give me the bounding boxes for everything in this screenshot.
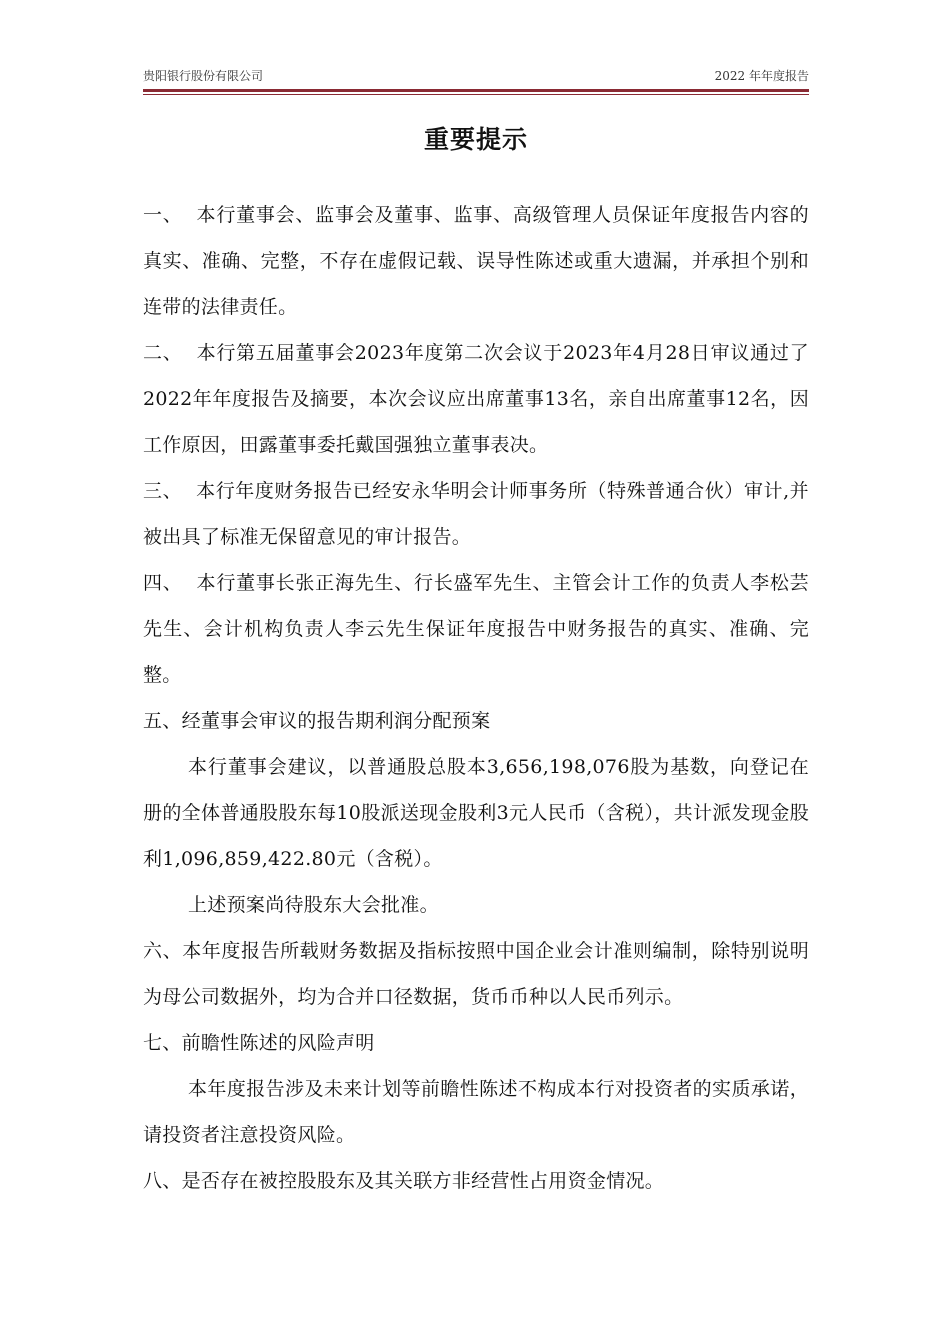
document-body	[143, 192, 809, 1204]
risk-statement-text: 本年度报告涉及未来计划等前瞻性陈述不构成本行对投资者的实质承诺，请投资者注意投资风险。	[143, 1078, 809, 1146]
page-title: 重要提示	[423, 125, 528, 154]
paragraph-4-text: 本行董事长张正海先生、行长盛军先生、主管会计工作的负责人李松芸先生、会计机构负责人李云先生保证年度报告中财务报告的真实、准确、完整。	[143, 572, 809, 686]
paragraph-4	[143, 560, 809, 698]
paragraph-3-text: 本行年度财务报告已经安永华明会计师事务所（特殊普通合伙）审计,并被出具了标准无保留意见的审计报告。	[143, 480, 809, 548]
paragraph-1-number: 一、	[143, 204, 183, 226]
paragraph-3-number: 三、	[143, 480, 183, 502]
paragraph-2-text: 本行第五届董事会2023年度第二次会议于2023年4月28日审议通过了2022年年度报告及摘要，本次会议应出席董事13名，亲自出席董事12名，因工作原因，田露董事委托戴国强独立董事表决。	[143, 342, 809, 456]
section-heading-7: 七、前瞻性陈述的风险声明	[143, 1032, 375, 1054]
paragraph-3	[143, 468, 809, 560]
paragraph-2	[143, 330, 809, 468]
header-rule-thin	[143, 94, 809, 95]
dividend-proposal-text: 本行董事会建议，以普通股总股本3,656,198,076股为基数，向登记在册的全体普通股股东每10股派送现金股利3元人民币（含税），共计派发现金股利1,096,859,422.80元（含税）。	[143, 756, 809, 870]
header-rule-thick	[143, 89, 809, 92]
paragraph-8: 八、是否存在被控股股东及其关联方非经营性占用资金情况。	[143, 1170, 665, 1192]
page-header	[143, 66, 809, 86]
paragraph-1	[143, 192, 809, 330]
paragraph-1-text: 本行董事会、监事会及董事、监事、高级管理人员保证年度报告内容的真实、准确、完整，不存在虚假记载、误导性陈述或重大遗漏，并承担个别和连带的法律责任。	[143, 204, 809, 318]
paragraph-2-number: 二、	[143, 342, 183, 364]
section-heading-5: 五、经董事会审议的报告期利润分配预案	[143, 710, 491, 732]
paragraph-4-number: 四、	[143, 572, 183, 594]
header-report-title: 2022 年年度报告	[714, 69, 809, 83]
header-company-name: 贵阳银行股份有限公司	[143, 69, 264, 83]
approval-pending-text: 上述预案尚待股东大会批准。	[188, 894, 439, 916]
paragraph-6: 六、本年度报告所载财务数据及指标按照中国企业会计准则编制，除特别说明为母公司数据外，均为合并口径数据，货币币种以人民币列示。	[143, 940, 809, 1008]
